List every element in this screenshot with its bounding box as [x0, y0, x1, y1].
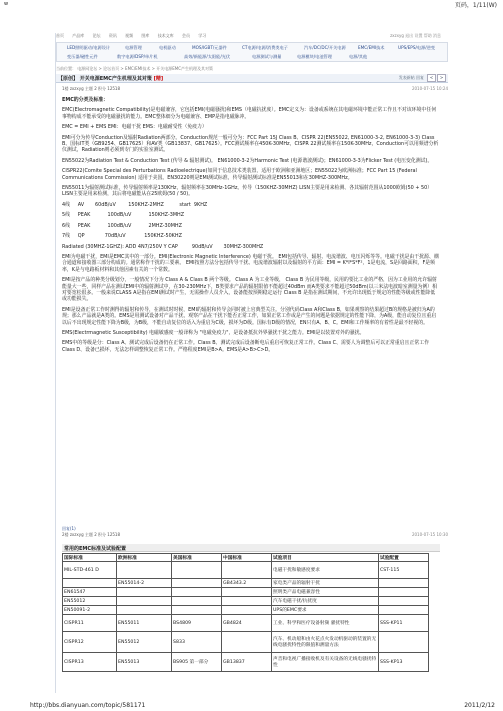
table-cell: EN55013 — [117, 653, 172, 672]
table-cell — [172, 597, 222, 606]
post-author-info: 1楼 zxzxyg 主题 2 积分 12518 — [62, 86, 121, 91]
limit-line: 7线 QP 70dB/uV 150KHZ-50KHZ — [62, 233, 182, 240]
category-link[interactable]: 变压器/磁性元件 — [67, 54, 98, 59]
print-page-header — [0, 0, 503, 9]
table-row — [63, 579, 429, 588]
table-row — [63, 653, 429, 672]
new-post-link[interactable]: 发表新帖 回复 — [398, 75, 424, 80]
table-cell — [379, 597, 429, 606]
nav-item-video[interactable]: 视频 — [125, 33, 134, 38]
table-cell — [172, 588, 222, 597]
limit-line: 5线 PEAK 100dB/uV 150KHZ-3MHZ — [62, 212, 185, 219]
table-cell — [63, 579, 117, 588]
table-cell — [222, 606, 272, 615]
table-cell: EN55014-2 — [117, 579, 172, 588]
emc-standards-table — [62, 553, 429, 672]
limit-line: 4线 AV 60dB/uV 150KHZ-2MHZ start 9KHZ — [62, 201, 208, 208]
table-cell — [117, 597, 172, 606]
category-link[interactable]: MOS/IGBT/元器件 — [192, 45, 227, 50]
table-cell: SSS-KP13 — [379, 653, 429, 672]
nav-item-news[interactable]: 资讯 — [108, 33, 117, 38]
category-link[interactable]: 电源管理 — [125, 45, 142, 50]
category-link[interactable]: 电源模块/电池管理 — [297, 54, 332, 59]
category-link[interactable]: 汽车/DC/DC/开关电源 — [304, 45, 346, 50]
table-cell — [117, 606, 172, 615]
nav-item-gallery[interactable]: 图库 — [141, 33, 150, 38]
table-cell: GB13837 — [222, 653, 272, 672]
table-cell: 工业、科学和医疗设备射频 骚扰特性 — [272, 615, 379, 632]
paragraph: EMC(Electromagnetic Compatibility)是电磁兼容，它包括EMI(电磁骚扰)和EMS（电磁抗扰度）。EMC定义为：设备或系统在其电磁环境中能正常工作且不对该环境中任何事物构成不能承受的电磁骚扰的能力。EMC整体细分为电磁兼容、EMP是指电磁脉冲。 — [62, 107, 437, 120]
table-cell — [117, 588, 172, 597]
table-cell — [117, 562, 172, 579]
nav-item-forum[interactable]: 论坛 — [92, 33, 101, 38]
post-author-info: 2楼 zxzxyg 主题 2 积分 12518 — [62, 532, 121, 537]
paragraph: EMC = EMI + EMS EMI：电磁干扰 EMS：电磁耐受性（免疫力） — [62, 124, 207, 131]
thread-title-text: 开关电源EMC产生机理及其对策 — [79, 76, 152, 82]
prev-button[interactable]: < — [427, 74, 436, 82]
column-header: 中国标准 — [222, 554, 272, 562]
column-header: 欧洲标准 — [117, 554, 172, 562]
nav-item-products[interactable]: 产品库 — [72, 33, 85, 38]
table-cell: 照明类产品电磁兼容性 — [272, 588, 379, 597]
table-caption — [62, 544, 440, 552]
post-1-meta — [62, 86, 448, 92]
category-link[interactable]: 电源测试与测量 — [252, 54, 282, 59]
post-1-body — [62, 97, 440, 353]
table-cell: BS905 第一部分 — [172, 653, 222, 672]
table-cell: 汽车电磁干扰/抗扰度 — [272, 597, 379, 606]
table-row — [63, 597, 429, 606]
table-cell: SSS-KP11 — [379, 615, 429, 632]
table-cell: GB4824 — [222, 615, 272, 632]
table-cell: EN50091-2 — [63, 606, 117, 615]
category-link[interactable]: UPS/EPS/电源/逆变 — [398, 45, 436, 50]
paragraph: EMS(Electrmagnetic Susceptibility) 电磁敏感度一般译称为 "电磁免疫力"，是设备抵抗外界骚扰干扰之能力。EMI是以装置对外的骚扰。 — [62, 329, 365, 336]
table-cell: CISPR11 — [63, 615, 117, 632]
nav-item-library[interactable]: 技术文库 — [157, 33, 174, 38]
table-cell: S833 — [172, 632, 222, 653]
category-link[interactable]: CT电源/电源/消费类电子 — [242, 45, 288, 50]
essence-badge: [精] — [153, 76, 164, 82]
thread-tag: 【原创】 — [58, 76, 79, 82]
table-cell — [379, 606, 429, 615]
table-cell: EN61547 — [63, 588, 117, 597]
table-caption-text: 常用的EMC标准及试验配置 — [64, 546, 127, 552]
page-side-border — [55, 33, 56, 693]
column-header: 试验项目 — [272, 554, 379, 562]
column-header: 试验配置 — [379, 554, 429, 562]
table-cell — [222, 588, 272, 597]
category-link[interactable]: LED照明驱动/电源设计 — [67, 45, 111, 50]
table-cell: GB4343.2 — [222, 579, 272, 588]
site-top-nav — [56, 33, 448, 40]
table-cell — [172, 579, 222, 588]
next-button[interactable]: > — [437, 74, 446, 82]
category-link[interactable]: 高效/新能源/太阳能/光伏 — [184, 54, 231, 59]
paragraph: EMI是设备正常工作时测得的辐射和传导，在测试时时候，EMI的辐射和传导会同时被上官典型关注。分别代码Class A和Class B，如果观察的结果超过B的规格是被归为A的规；那么产品就是A类的。EMS是用测试设备对产品干扰，观察产品在干扰下能否正常工作，如果正常工作或是产生的问题是依据规定的性能下降，为A级，能自动复位且重启以后不出现规定性能下降为B级，为B级，不能自动复位的话入为重启为C级，损坏为D级。国标有D级的情况，EN只有A、B、C。EMI和工作频率的有着性是最不轻视的。 — [62, 306, 437, 326]
table-cell: CISPR13 — [63, 653, 117, 672]
user-links[interactable]: zxzxyg 退出 设置 帮助 消息 — [390, 33, 441, 38]
paragraph: EMI是按产品的种类分级划分，一般情况下分为 Class A & Class B 两个等级。 Class A 为工业等级， Class B 为民用等级，民用的要比工业的严格，因为工业用的允许辐射能量大一些，同样产品在测试EMI中的辐射测试中，在30-230MHz下，B类要求产品的辐射限值不能超过40dBm 而A类要求不能超过50dBm(以三米法电波暗室测量为例）相对要宽松很多。一般来说CLASS A是指在EMI测试时产生，无需操作人员介入，设备能按预期稳定运行 Class B 是指在测试期间，不允许出现低于规定的性能等级或性能降低或功能损失。 — [62, 277, 438, 303]
nav-item-home[interactable]: 首页 — [56, 33, 64, 38]
table-cell: EN55012 — [63, 597, 117, 606]
table-cell — [222, 597, 272, 606]
table-cell: BS4809 — [172, 615, 222, 632]
category-link[interactable]: 电机驱动 — [159, 45, 176, 50]
category-link[interactable]: EMC/EMI技术 — [358, 45, 385, 50]
table-cell — [379, 632, 429, 653]
nav-item-members[interactable]: 会员 — [181, 33, 190, 38]
table-cell: UPS的EMC要求 — [272, 606, 379, 615]
table-cell — [172, 562, 222, 579]
print-page-footer — [0, 700, 503, 711]
paragraph: EMS中的等级是分：Class A、测试完成后设备仍在正常工作。Class B、测试完成后设备断电后重启可恢复正常工作。Class C、需要人为调整后可以正常重启且正常工作 Class D、设备已损坏，无法怎样调整恢复正常工作。严格程度EMI是B>A。EMS是A>B>C>D。 — [62, 340, 430, 353]
section-heading: EMC的分类及标准： — [62, 97, 109, 103]
paragraph: EMI为电磁干扰，EMI是EMC其中的一部分。EMI(Electronic Magnetic Interference) 电磁干扰。 EMI包括传导、辐射、电流谐波、电压闪烁等等。电磁干扰是由干扰源、耦合通道和接收器三部分构成的。通常称作干扰的三要素。 EMI按照方法分包括传导干扰、电流谐波辐射以及辐射的平方面：EMI = K*I*S*F²，1是电流，S是回路面积，F是频率，K是与电路板材料和其他因素有关的一个常数。 — [62, 253, 439, 273]
limit-line: 6线 PEAK 100dB/uV 2MHZ-30MHZ — [62, 222, 182, 229]
print-page-number: 页码，1/11(W) — [454, 2, 497, 9]
reply-link[interactable]: 回复(1) — [62, 526, 76, 531]
table-cell — [379, 588, 429, 597]
table-cell: CISPR12 — [63, 632, 117, 653]
table-cell: 家电类产品的辐射干扰 — [272, 579, 379, 588]
column-header: 国际标准 — [63, 554, 117, 562]
nav-item-learn[interactable]: 学习 — [198, 33, 207, 38]
category-link[interactable]: 电源/其他 — [349, 54, 368, 59]
table-row — [63, 632, 429, 653]
table-row — [63, 606, 429, 615]
limit-line: Radiated (30MHZ-1GHZ): ADD 4N7/250V Y CAP 90dB/uV 30MHZ-300MHZ — [62, 243, 264, 250]
table-cell — [379, 579, 429, 588]
paragraph: EMI可分为传导Conduction及辐射Radiation两部分。Conduction规范一般可分为：FCC Part 15J Class B、CISPR 22(EN55022, EN61000-3-2, EN61000-3-3) Class B、国标IT类（GB9254、GB17625）和AV类（GB13837、GB17625）。FCC测试频率在450K-30MHz，CISPR 22测试频率在150K-30MHz，Conduction可以用频谱分析仪测试，Radiation则必须到专门的实验室测试。 — [62, 134, 439, 154]
paragraph: CISPR22(Comite Special des Perturbations Radioelectrique)如同于信息技术类装置，适用于欧洲和亚洲地区；EN55022为欧洲标准；FCC Part 15 (Federal Communications Commission) 适用于美国。EN30220则是EMI测试标准，传导辐射测试标准是EN55013和在30MHZ-300MHz。 — [62, 168, 417, 181]
table-row — [63, 615, 429, 632]
table-cell: 汽车、机动船和由火花点火发动机驱动的装置的无线电骚扰特性的限值和测量方法 — [272, 632, 379, 653]
paragraph: EN55011为辐射测试标准，传导辐射频率是130KHz，辐射频率在30MHz-1GHz。传导（150KHZ-30MHZ) LISN主要是用来检测、各其辐射范围从1000欧姆(50 + 50）LISN主要是用来检测，其后将电磁能从在25欧姆(50 / 50)。 — [62, 185, 433, 198]
table-cell: 电磁干扰和敏感度要求 — [272, 562, 379, 579]
table-header-row — [63, 554, 429, 562]
forum-category-panel — [56, 42, 448, 62]
category-link[interactable]: 数字电源/DSP/单片机 — [117, 54, 158, 59]
table-cell — [222, 632, 272, 653]
table-cell — [222, 562, 272, 579]
post-date: 2010-07-15 10:30 — [411, 532, 448, 537]
table-cell — [172, 606, 222, 615]
table-row — [63, 588, 429, 597]
print-header-left: w — [4, 1, 9, 7]
table-cell: MIL-STD-461 D — [63, 562, 117, 579]
breadcrumb: 当前位置： 电源网论坛 > 论坛首页 > EMC/EMI技术 > 开关电源EMC产生机理及其对策 — [56, 66, 214, 71]
thread-title — [58, 75, 163, 82]
thread-title-bar — [56, 74, 448, 83]
table-cell: EN55011 — [117, 615, 172, 632]
column-header: 美国标准 — [172, 554, 222, 562]
paragraph: EN55022为Radiation Test & Conduction Test (传导 & 辐射测试)。 EN61000-3-2为Harmonic Test (电源谐波测试)；EN61000-3-3为Flicker Test (电压变化测试)。 — [62, 157, 433, 164]
post-2-meta — [62, 526, 448, 538]
print-footer-url: http://bbs.dianyuan.com/topic/581171 — [30, 702, 146, 709]
table-cell: CST-115 — [379, 562, 429, 579]
table-row — [63, 562, 429, 579]
print-footer-date: 2011/2/12 — [464, 702, 495, 709]
post-date: 2010-07-15 10:24 — [411, 86, 448, 91]
table-cell: EN55012 — [117, 632, 172, 653]
table-cell: 声音和电视广播接收机及有关设备的无线电骚扰特性 — [272, 653, 379, 672]
